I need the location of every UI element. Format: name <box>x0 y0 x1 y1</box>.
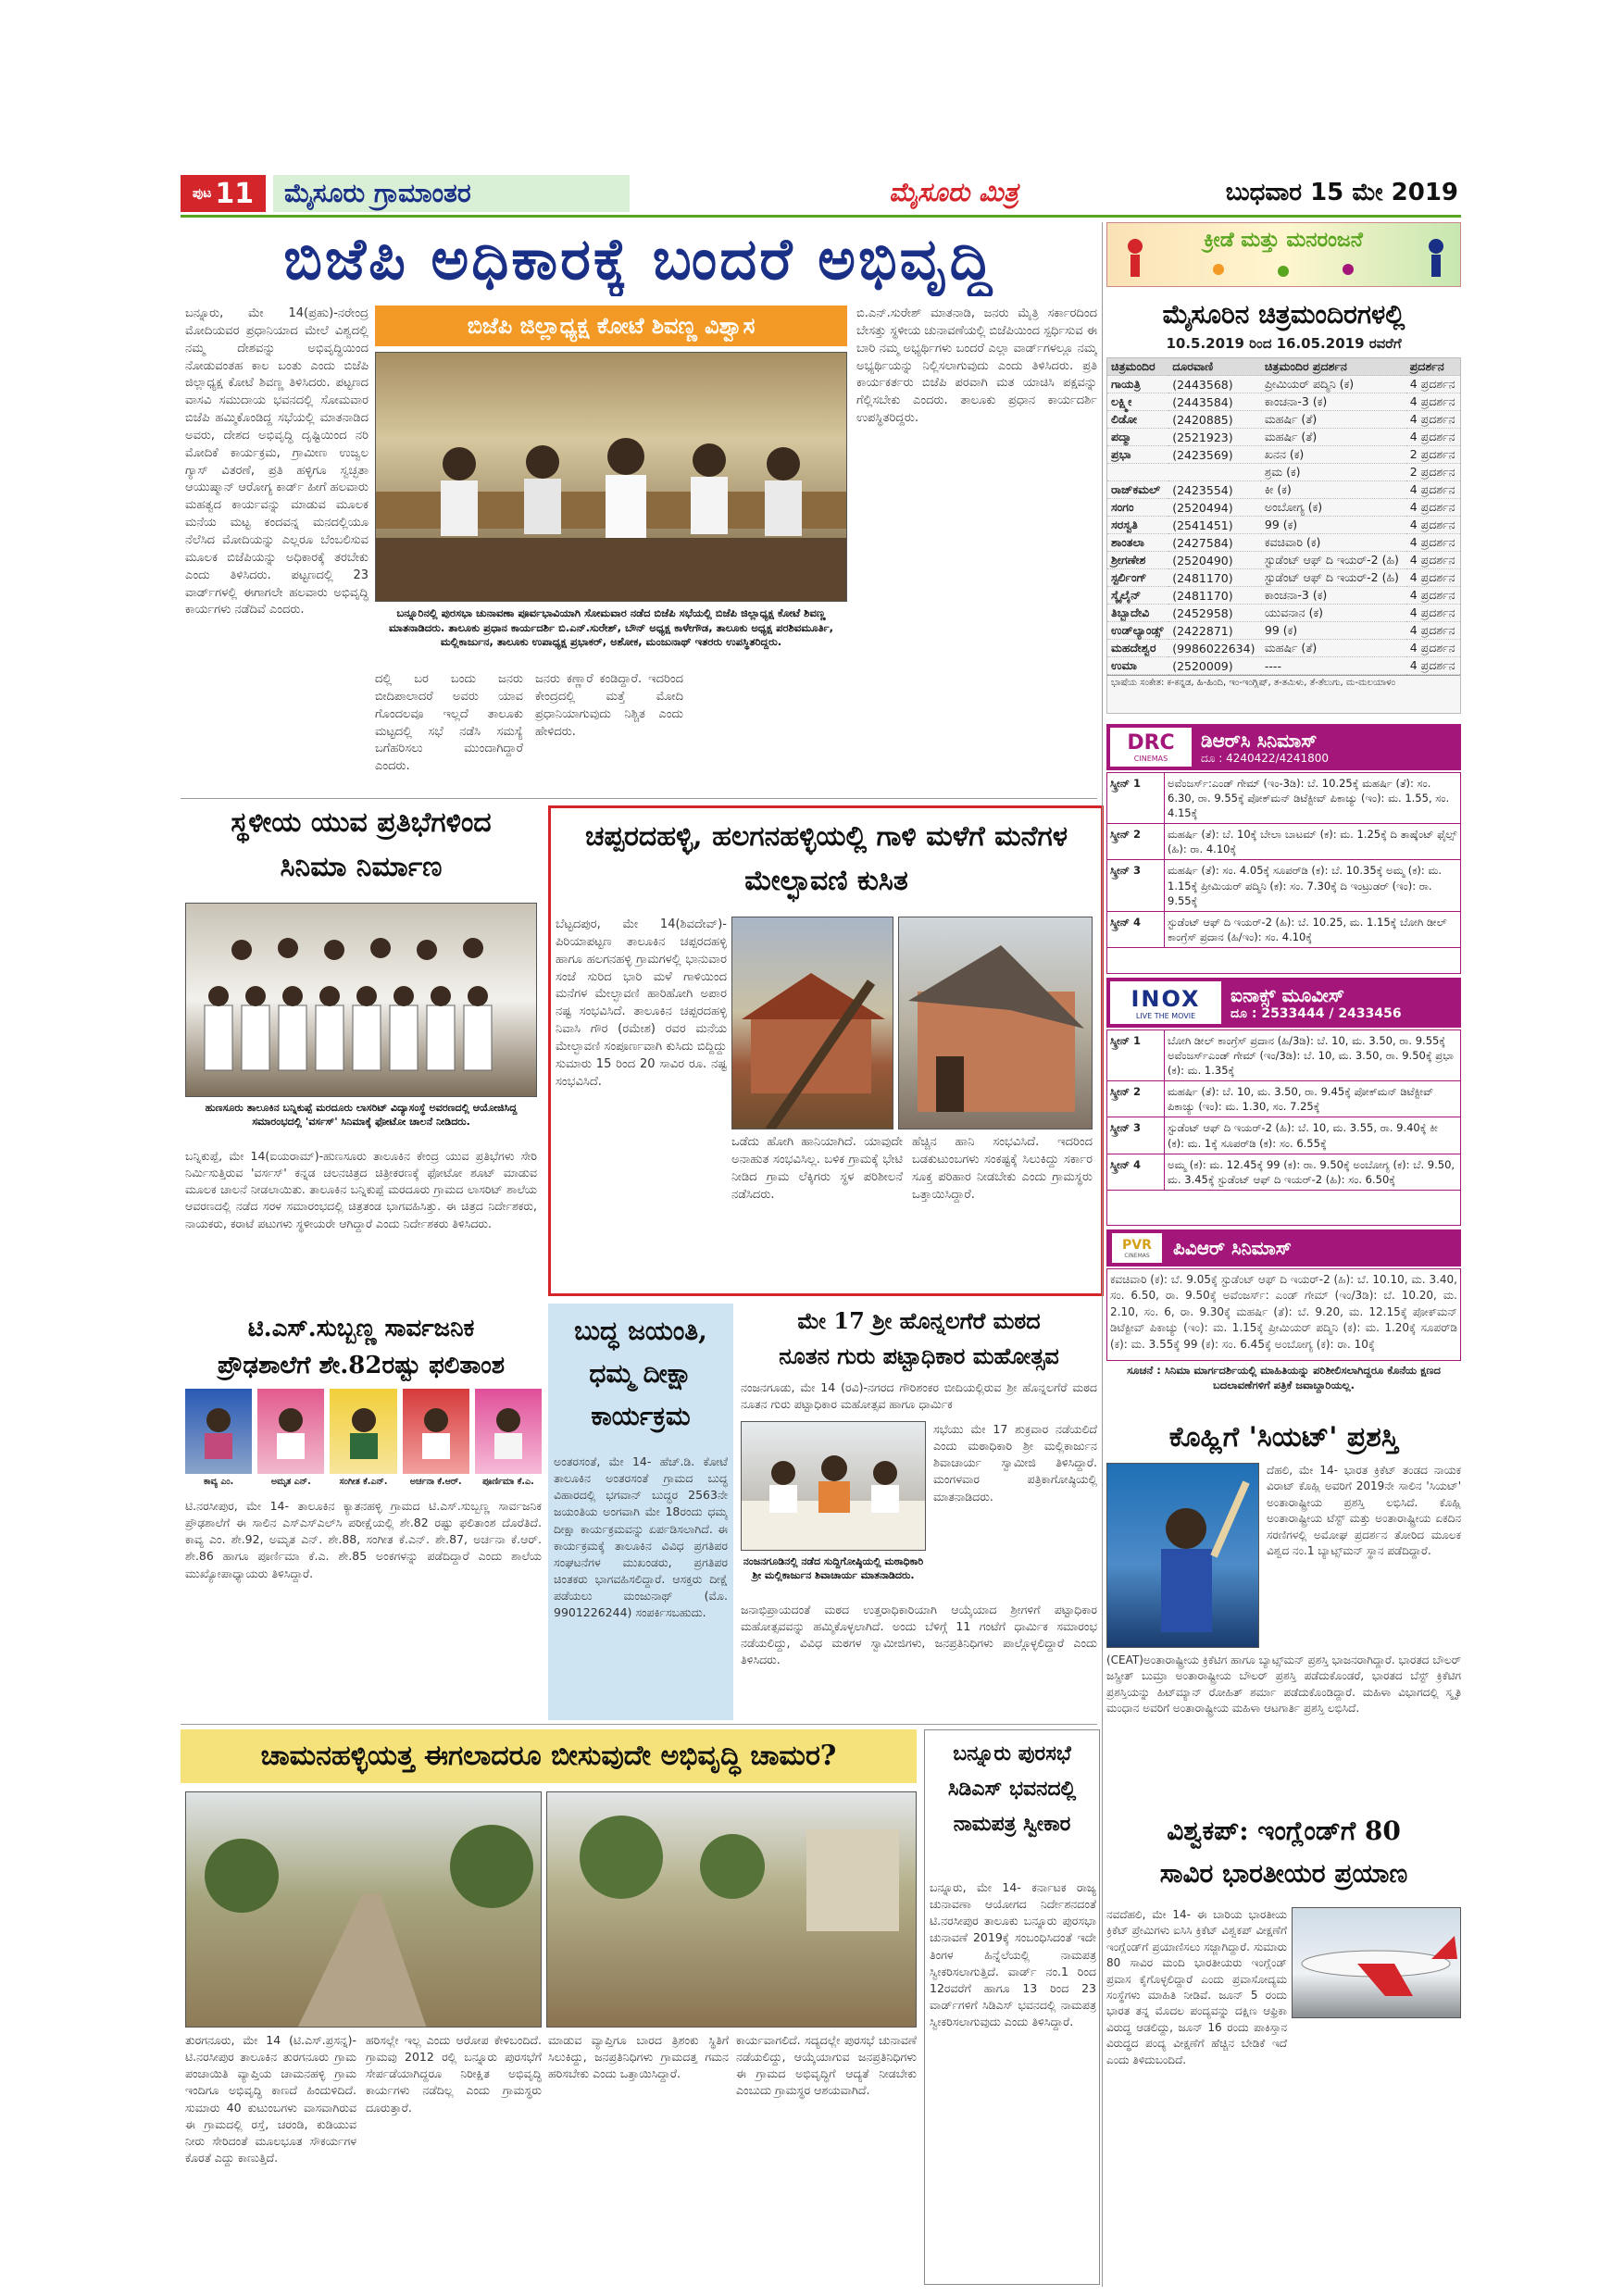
student-name: ಪೂರ್ಣಿಮಾ ಕೆ.ಎ. <box>482 1477 534 1487</box>
student-name: ಅರ್ಚನಾ ಕೆ.ಆರ್. <box>409 1477 462 1487</box>
cinema-cell: 4 ಪ್ರದರ್ಶನ <box>1406 393 1460 411</box>
cinema-cell: 4 ಪ್ರದರ್ಶನ <box>1406 534 1460 552</box>
cinema-cell: ಸಂಗಂ <box>1107 499 1168 517</box>
cinema-row <box>1107 429 1460 446</box>
drc-header <box>1106 724 1461 770</box>
cinema-cell: (2481170) <box>1168 587 1261 605</box>
pvr-logo: PVR CINEMAS <box>1112 1233 1162 1263</box>
lead-col-1: ಬನ್ನೂರು, ಮೇ 14(ಪ್ರಹು)-ನರೇಂದ್ರ ಮೋದಿಯವರ ಪ್ರಧಾನಿಯಾದ ಮೇಲೆ ವಿಶ್ವದಲ್ಲಿ ನಮ್ಮ ದೇಶವನ್ನು ಅಭಿವೃದ್ಧಿಯಿಂದ ನೋಡುವಂತಹ ಕಾಲ ಬಂತು ಎಂದು ಬಿಜೆಪಿ ಜಿಲ್ಲಾಧ್ಯಕ್ಷ ಕೋಟೆ ಶಿವಣ್ಣ ತಿಳಿಸಿದರು. ಪಟ್ಟಣದ ವಾಸವಿ ಸಮುದಾಯ ಭವನದಲ್ಲಿ ಸೋಮವಾರ ಬಿಜೆಪಿ ಹಮ್ಮಿಕೊಂಡಿದ್ದ ಸಭೆಯಲ್ಲಿ ಮಾತನಾಡಿದ ಅವರು, ದೇಶದ ಅಭಿವೃದ್ಧಿ ದೃಷ್ಟಿಯಿಂದ ನರಿ ಮೋದಿಕೆ ಕಾರ್ಯಕ್ರಮ, ಗ್ರಾಮೀಣ ಉಜ್ವಲ ಗ್ಯಾಸ್ ವಿತರಣೆ, ಪ್ರತಿ ಹಳ್ಳಿಗೂ ಸ್ವಚ್ಛತಾ ಆಯುಷ್ಮಾನ್ ಆರೋಗ್ಯ ಕಾರ್ಡ್ ಹೀಗೆ ಹಲವಾರು ಮಹತ್ವದ ಕಾರ್ಯವನ್ನು ಮಾಡುವ ಮೂಲಕ ಮನೆಯ ಮಟ್ಟ ಕಂದವನ್ನ ಮನದಲ್ಲಿಯೂ ನೆಲೆಸಿದ ಮೋದಿಯನ್ನು ಎಲ್ಲರೂ ಬೆಂಬಲಿಸುವ ಮೂಲಕ ಬಿಜೆಪಿಯನ್ನು ಅಧಿಕಾರಕ್ಕೆ ತರಬೇಕು ಎಂದು ತಿಳಿಸಿದರು. ಪಟ್ಟಣದಲ್ಲಿ 23 ವಾರ್ಡ್‌ಗಳಲ್ಲಿ ಈಗಾಗಲೇ ಹಲವಾರು ಅಭಿವೃದ್ಧಿ ಕಾರ್ಯಗಳು ನಡೆದಿವೆ ಎಂದರು. <box>185 306 369 618</box>
cinema-row <box>1107 569 1460 587</box>
screen-row <box>1107 773 1460 824</box>
buddha-headline: ಬುದ್ಧ ಜಯಂತಿ, ಧಮ್ಮ ದೀಕ್ಷಾ ಕಾರ್ಯಕ್ರಮ <box>574 1316 707 1431</box>
fallen-tree-icon <box>732 917 893 1129</box>
cinema-cell: (2443568) <box>1168 376 1261 393</box>
cinema-cell: (2520490) <box>1168 552 1261 569</box>
cinema-cell: ಶಾಂತಲಾ <box>1107 534 1168 552</box>
cinema-cell: 2 ಪ್ರದರ್ಶನ <box>1406 446 1460 464</box>
cricketer-icon <box>1107 1464 1259 1648</box>
cinema-cell: 99 (ಕ) <box>1261 517 1406 534</box>
drc-phone: ದೂ : 4240422/4241800 <box>1201 751 1330 765</box>
screen-showtimes: ಮಹರ್ಷಿ (ತೆ): ಬೆ. 10ಕ್ಕೆ ಬೇಲಾ ಬಾಟಮ್ (ಕ): ಮ. 1.25ಕ್ಕೆ ದಿ ತಾಷ್ಕೆಂಟ್ ಫೈಲ್ಸ್ (ಹಿ): ರಾ. 4.10ಕ್ಕೆ <box>1168 828 1457 856</box>
cinema-cell: ಶ್ರಮ (ಕ) <box>1261 464 1406 481</box>
student-portrait <box>257 1389 324 1474</box>
worldcup-body: ನವದೆಹಲಿ, ಮೇ 14- ಈ ಬಾರಿಯ ಭಾರತೀಯ ಕ್ರಿಕೆಟ್ ಪ್ರೇಮಿಗಳು ಐಸಿಸಿ ಕ್ರಿಕೆಟ್ ವಿಶ್ವಕಪ್ ವೀಕ್ಷಣೆಗೆ ಇಂಗ್ಲೆಂಡ್‌ಗೆ ಪ್ರಯಾಣಿಸಲು ಸಜ್ಜಾಗಿದ್ದಾರೆ. ಸುಮಾರು 80 ಸಾವಿರ ಮಂದಿ ಭಾರತೀಯರು ಇಂಗ್ಲೆಂಡ್ ಪ್ರವಾಸ ಕೈಗೊಳ್ಳಲಿದ್ದಾರೆ ಎಂದು ಪ್ರವಾಸೋದ್ಯಮ ಸಂಸ್ಥೆಗಳು ಮಾಹಿತಿ ನೀಡಿವೆ. ಜೂನ್ 5 ರಂದು ಭಾರತ ತನ್ನ ಮೊದಲ ಪಂದ್ಯವನ್ನು ದಕ್ಷಿಣ ಆಫ್ರಿಕಾ ವಿರುದ್ಧ ಆಡಲಿದ್ದು, ಜೂನ್ 16 ರಂದು ಪಾಕಿಸ್ತಾನ ವಿರುದ್ಧದ ಪಂದ್ಯ ವೀಕ್ಷಣೆಗೆ ಹೆಚ್ಚಿನ ಬೇಡಿಕೆ ಇದೆ ಎಂದು ತಿಳಿದುಬಂದಿದೆ. <box>1106 1908 1287 2066</box>
person-icon <box>418 1404 455 1459</box>
screen-showtimes: ಅಮ್ಮ (ಕ): ಮ. 12.45ಕ್ಕೆ 99 (ಕ): ರಾ. 9.50ಕ್ಕೆ ಅಂಬೋಗ್ಯ (ಕ): ಬೆ. 9.50, ಮ. 3.45ಕ್ಕೆ ಸ್ಟುಡೆಂಟ್ ಆಫ್ ದಿ ಇಯರ್-2 (ಹಿ): ಸಂ. 6.50ಕ್ಕೆ <box>1168 1157 1455 1186</box>
worldcup-headline: ವಿಶ್ವಕಪ್: ಇಂಗ್ಲೆಂಡ್‌ಗೆ 80 ಸಾವಿರ ಭಾರತೀಯರ ಪ್ರಯಾಣ <box>1159 1816 1408 1889</box>
cinema-cell: 4 ಪ್ರದರ್ಶನ <box>1406 411 1460 429</box>
screen-label: ಸ್ಕ್ರೀನ್ 3 <box>1107 860 1165 910</box>
youth-caption: ಹುಣಸೂರು ತಾಲೂಕಿನ ಬನ್ನಿಕುಪ್ಪೆ ಮರದೂರು ಲಾಸರಿಟ್ ವಿದ್ಯಾಸಂಸ್ಥೆ ಅವರಣದಲ್ಲಿ ಆಯೋಜಿಸಿದ್ದ ಸಮಾರಂಭದಲ್ಲಿ 'ವರ್ಸಸ್' ಸಿನಿಮಾಕ್ಕೆ ಫೋಟೋ ಚಾಲನೆ ನೀಡಿದರು. <box>205 1102 518 1128</box>
nomination-headline: ಬನ್ನೂರು ಪುರಸಭೆ ಸಿಡಿಎಸ್ ಭವನದಲ್ಲಿ ನಾಮಪತ್ರ ಸ್ವೀಕಾರ <box>947 1741 1077 1836</box>
rain-photo-2 <box>898 917 1093 1129</box>
cinema-cell: ಸರಸ್ವತಿ <box>1107 517 1168 534</box>
rain-headline: ಚಪ್ಪರದಹಳ್ಳಿ, ಹಲಗನಹಳ್ಳಿಯಲ್ಲಿ ಗಾಳಿ ಮಳೆಗೆ ಮನೆಗಳ ಮೇಲ್ಛಾವಣಿ ಕುಸಿತ <box>584 820 1068 897</box>
buddha-body: ಅಂತರಸಂತೆ, ಮೇ 14- ಹೆಚ್.ಡಿ. ಕೋಟೆ ತಾಲೂಕಿನ ಅಂತರಸಂತೆ ಗ್ರಾಮದ ಬುದ್ಧ ವಿಹಾರದಲ್ಲಿ ಭಗವಾನ್ ಬುದ್ಧರ 2563ನೇ ಜಯಂತಿಯ ಅಂಗವಾಗಿ ಮೇ 18ರಂದು ಧಮ್ಮ ದೀಕ್ಷಾ ಕಾರ್ಯಕ್ರಮವನ್ನು ಏರ್ಪಡಿಸಲಾಗಿದೆ. ಈ ಕಾರ್ಯಕ್ರಮಕ್ಕೆ ತಾಲೂಕಿನ ವಿವಿಧ ಪ್ರಗತಿಪರ ಸಂಘಟನೆಗಳ ಮುಖಂಡರು, ಪ್ರಗತಿಪರ ಚಿಂತಕರು ಭಾಗವಹಿಸಲಿದ್ದಾರೆ. ಆಸಕ್ತರು ದೀಕ್ಷೆ ಪಡೆಯಲು ಮಂಜುನಾಥ್ (ಮೊ. 9901226244) ಸಂಪರ್ಕಿಸಬಹುದು. <box>554 1454 728 1620</box>
cinema-row <box>1107 376 1460 393</box>
cinema-cell: ತಿಬ್ಬಾದೇವಿ <box>1107 605 1168 622</box>
cinema-dates: 10.5.2019 ರಿಂದ 16.05.2019 ರವರೆಗೆ <box>1166 335 1402 352</box>
screen-row <box>1107 1117 1460 1154</box>
cinema-cell: 4 ಪ್ರದರ್ಶನ <box>1406 657 1460 675</box>
cinema-cell: 4 ಪ್ರದರ್ಶನ <box>1406 517 1460 534</box>
kohli-photo <box>1106 1463 1259 1648</box>
section-title: ಮೈಸೂರು ಗ್ರಾಮಾಂತರ <box>273 175 630 212</box>
cinema-cell: ಪದ್ಮಾ <box>1107 429 1168 446</box>
cinema-listing <box>1106 357 1461 714</box>
cinema-cell: ಮಹದೇಶ್ವರ <box>1107 640 1168 657</box>
cinema-cell: ಮಹರ್ಷಿ (ತೆ) <box>1261 429 1406 446</box>
cinema-title: ಮೈಸೂರಿನ ಚಿತ್ರಮಂದಿರಗಳಲ್ಲಿ <box>1162 299 1405 330</box>
road-photo-icon <box>186 1792 542 2028</box>
cinema-cell: 4 ಪ್ರದರ್ಶನ <box>1406 552 1460 569</box>
cinema-row <box>1107 464 1460 481</box>
lead-col-3: ಜನರು ಕಣ್ಣಾರೆ ಕಂಡಿದ್ದಾರೆ. ಇದರಿಂದ ಕೇಂದ್ರದಲ್ಲಿ ಮತ್ತೆ ಮೋದಿ ಪ್ರಧಾನಿಯಾಗುವುದು ನಿಶ್ಚಿತ ಎಂದು ಹೇಳಿದರು. <box>535 672 683 739</box>
cinema-cell: 4 ಪ್ರದರ್ಶನ <box>1406 605 1460 622</box>
guru-headline: ಮೇ 17 ಶ್ರೀ ಹೊನ್ನಲಗೆರೆ ಮಠದ ನೂತನ ಗುರು ಪಟ್ಟಾಧಿಕಾರ ಮಹೋತ್ಸವ <box>779 1307 1059 1369</box>
inox-header <box>1106 978 1461 1028</box>
lead-subhead: ಬಿಜೆಪಿ ಜಿಲ್ಲಾಧ್ಯಕ್ಷ ಕೋಟೆ ಶಿವಣ್ಣ ವಿಶ್ವಾಸ <box>375 306 847 346</box>
cinema-row <box>1107 587 1460 605</box>
inox-logo: INOX LIVE THE MOVIE <box>1110 981 1221 1024</box>
collapsed-roof-icon <box>899 917 1093 1129</box>
cinema-cell: ಯುವನಾನ (ಕ) <box>1261 605 1406 622</box>
cinema-cell: ಉಡ್‌ಲ್ಯಾಂಡ್ಸ್ <box>1107 622 1168 640</box>
page-number: 11 <box>215 177 255 210</box>
cinema-cell: ಸ್ಟರ್ಲಿಂಗ್ <box>1107 569 1168 587</box>
student-names <box>185 1477 542 1493</box>
screen-showtimes: ಸ್ಟುಡೆಂಟ್ ಆಫ್ ದಿ ಇಯರ್-2 (ಹಿ): ಬೆ. 10.25, ಮ. 1.15ಕ್ಕೆ ಬೋಗಿ ಡೀಲ್ ಕಾಂಗ್ರೆಸ್ ಪ್ರದಾನ (ಹಿ/ಇಂ): ಸಂ. 4.10ಕ್ಕೆ <box>1168 915 1447 943</box>
rain-col-2: ಒಡೆದು ಹೋಗಿ ಹಾನಿಯಾಗಿದೆ. ಯಾವುದೇ ಅನಾಹುತ ಸಂಭವಿಸಿಲ್ಲ. ಬಳಿಕ ಗ್ರಾಮಕ್ಕೆ ಭೇಟಿ ನೀಡಿದ ಗ್ರಾಮ ಲೆಕ್ಕಿಗರು ಸ್ಥಳ ಪರಿಶೀಲನೆ ನಡೆಸಿದರು. <box>731 1135 903 1202</box>
section-divider <box>181 798 1097 799</box>
screen-showtimes: ಮಹರ್ಷಿ (ತೆ): ಬೆ. 10, ಮ. 3.50, ರಾ. 9.45ಕ್ಕೆ ಪೋಕ್‌ಮನ್ ಡಿಟೆಕ್ಟೀವ್ ಪಿಕಾಚ್ಯು (ಇಂ): ಮ. 1.30, ಸಂ. 7.25ಕ್ಕೆ <box>1168 1085 1434 1114</box>
cinema-cell: 4 ಪ್ರದರ್ಶನ <box>1406 569 1460 587</box>
ceat-body: (CEAT)ಅಂತಾರಾಷ್ಟ್ರೀಯ ಕ್ರಿಕೆಟಿಗ ಹಾಗೂ ಬ್ಯಾಟ್ಸ್‌ಮನ್ ಪ್ರಶಸ್ತಿ ಭಾಜನರಾಗಿದ್ದಾರೆ. ಭಾರತದ ಬೌಲರ್ ಜಸ್ಪ್ರೀತ್ ಬುಮ್ರಾ ಅಂತಾರಾಷ್ಟ್ರೀಯ ಬೌಲರ್ ಪ್ರಶಸ್ತಿ ಪಡೆದುಕೊಂಡರೆ, ಭಾರತದ ಬೆಸ್ಟ್ ಕ್ರಿಕೆಟಿಗ ಪ್ರಶಸ್ತಿಯನ್ನು ಹಿಟ್‌ಮ್ಯಾನ್ ರೋಹಿತ್ ಶರ್ಮಾ ಪಡೆದುಕೊಂಡಿದ್ದಾರೆ. ಮಹಿಳಾ ವಿಭಾಗದಲ್ಲಿ ಸ್ಮೃತಿ ಮಂಧಾನ ಅವರಿಗೆ ಅಂತಾರಾಷ್ಟ್ರೀಯ ಮಹಿಳಾ ಆಟಗಾರ್ತಿ ಪ್ರಶಸ್ತಿ ಲಭಿಸಿದೆ. <box>1106 1653 1461 1716</box>
cinema-cell: ಕವಚಿವಾರಿ (ಕ) <box>1261 534 1406 552</box>
plane-photo <box>1292 1907 1461 2018</box>
cinema-cell: ಕಾಂಚನಾ-3 (ಕ) <box>1261 393 1406 411</box>
cinema-cell: ಮಹರ್ಷಿ (ತೆ) <box>1261 411 1406 429</box>
cinema-row <box>1107 393 1460 411</box>
person-icon <box>490 1404 527 1459</box>
screen-row <box>1107 860 1460 911</box>
inox-screens <box>1106 1029 1461 1226</box>
screen-showtimes: ಬೋಗಿ ಡೀಲ್ ಕಾಂಗ್ರೆಸ್ ಪ್ರದಾನ (ಹಿ/3ಡಿ): ಬೆ. 10, ಮ. 3.50, ರಾ. 9.55ಕ್ಕೆ ಅವೆಂಜರ್ಸ್‌ಎಂಡ್ ಗೇಮ್ (ಇಂ/3ಡಿ): ಬೆ. 10, ಮ. 3.50, ರಾ. 9.50ಕ್ಕೆ ಪ್ರಭಾ (ಕ): ಮ. 1.35ಕ್ಕೆ <box>1168 1034 1455 1078</box>
cinema-cell <box>1107 464 1168 481</box>
nomination-body: ಬನ್ನೂರು, ಮೇ 14- ಕರ್ನಾಟಕ ರಾಜ್ಯ ಚುನಾವಣಾ ಆಯೋಗದ ನಿರ್ದೇಶನದಂತೆ ಟಿ.ನರಸೀಪುರ ತಾಲೂಕು ಬನ್ನೂರು ಪುರಸಭಾ ಚುನಾವಣೆ 2019ಕ್ಕೆ ಸಂಬಂಧಿಸಿದಂತೆ ಇದೇ ತಿಂಗಳ ಹಿನ್ನೆಲೆಯಲ್ಲಿ ನಾಮಪತ್ರ ಸ್ವೀಕರಿಸಲಾಗುತ್ತಿದೆ. ವಾರ್ಡ್ ನಂ.1 ರಿಂದ 12ರವರೆಗೆ ಹಾಗೂ 13 ರಿಂದ 23 ವಾರ್ಡ್‌ಗಳಿಗೆ ಸಿಡಿಎಸ್ ಭವನದಲ್ಲಿ ನಾಮಪತ್ರ ಸ್ವೀಕರಿಸಲಾಗುವುದು ಎಂದು ತಿಳಿಸಿದ್ದಾರೆ. <box>930 1880 1096 2028</box>
screen-row <box>1107 1081 1460 1117</box>
cinema-cell: (2423554) <box>1168 481 1261 499</box>
cinema-cell: ಪ್ರೀಮಿಯರ್ ಪದ್ಮಿನಿ (ಕ) <box>1261 376 1406 393</box>
cinema-header: ಪ್ರದರ್ಶನ <box>1406 358 1460 376</box>
screen-row <box>1107 1154 1460 1191</box>
lead-col-4: ಬಿ.ಎನ್.ಸುರೇಶ್ ಮಾತನಾಡಿ, ಜನರು ಮೈತ್ರಿ ಸರ್ಕಾರದಿಂದ ಬೇಸತ್ತು ಸ್ಥಳೀಯ ಚುನಾವಣೆಯಲ್ಲಿ ಬಿಜೆಪಿಯಿಂದ ಸ್ಪರ್ಧಿಸುವ ಈ ಬಾರಿ ನಮ್ಮ ಅಭ್ಯರ್ಥಿಗಳು ಬಂದರೆ ಎಲ್ಲಾ ವಾರ್ಡ್‌ಗಳಲ್ಲೂ ನಮ್ಮ ಅಭ್ಯರ್ಥಿಯನ್ನು ನಿಲ್ಲಿಸಲಾಗುವುದು ಎಂದು ತಿಳಿಸಿದರು. ಪ್ರತಿ ಕಾರ್ಯಕರ್ತರು ಬಿಜೆಪಿ ಪರವಾಗಿ ಮತ ಯಾಚಿಸಿ ಪಕ್ಷವನ್ನು ಗೆಲ್ಲಿಸಬೇಕು ಎಂದರು. ತಾಲೂಕು ಪ್ರಧಾನ ಕಾರ್ಯದರ್ಶಿ ಉಪಸ್ಥಿತರಿದ್ದರು. <box>856 306 1097 426</box>
village-headline: ಚಾಮನಹಳ್ಳಿಯತ್ತ ಈಗಲಾದರೂ ಬೀಸುವುದೇ ಅಭಿವೃದ್ಧಿ ಚಾಮರ? <box>181 1729 917 1783</box>
cinema-row <box>1107 481 1460 499</box>
person-icon <box>345 1404 382 1459</box>
cinema-cell: 4 ಪ್ರದರ್ಶನ <box>1406 640 1460 657</box>
screen-row <box>1107 824 1460 860</box>
cinema-cell: (2521923) <box>1168 429 1261 446</box>
screen-label: ಸ್ಕ್ರೀನ್ 1 <box>1107 773 1165 823</box>
issue-date: ಬುಧವಾರ 15 ಮೇ 2019 <box>1225 179 1458 206</box>
drc-title: ಡಿಆರ್‌ಸಿ ಸಿನಿಮಾಸ್ <box>1201 729 1318 752</box>
student-portrait <box>185 1389 252 1474</box>
student-portrait <box>330 1389 396 1474</box>
cinema-cell: (2520494) <box>1168 499 1261 517</box>
cinema-cell: (2422871) <box>1168 622 1261 640</box>
village-photo-2 <box>546 1791 917 2028</box>
sports-banner-title: ಕ್ರೀಡೆ ಮತ್ತು ಮನರಂಜನೆ <box>1204 229 1363 252</box>
cinema-cell: ಸ್ಟುಡೆಂಟ್ ಆಫ್ ದಿ ಇಯರ್-2 (ಹಿ) <box>1261 569 1406 587</box>
guru-lede: ನಂಜನಗೂಡು, ಮೇ 14 (ರವಿ)-ನಗರದ ಗೌರಿಶಂಕರ ಬೀದಿಯಲ್ಲಿರುವ ಶ್ರೀ ಹೊನ್ನಲಗೆರೆ ಮಠದ ನೂತನ ಗುರು ಪಟ್ಟಾಧಿಕಾರ ಮಹೋತ್ಸವ ಹಾಗೂ ಧಾರ್ಮಿಕ <box>741 1380 1097 1412</box>
guru-caption: ನಂಜನಗೂಡಿನಲ್ಲಿ ನಡೆದ ಸುದ್ದಿಗೋಷ್ಠಿಯಲ್ಲಿ ಮಠಾಧಿಕಾರಿ ಶ್ರೀ ಮಲ್ಲಿಕಾರ್ಜುನ ಶಿವಾಚಾರ್ಯ ಮಾತನಾಡಿದರು. <box>743 1555 924 1581</box>
lead-col-2: ದಲ್ಲಿ ಬರ ಬಂದು ಜನರು ಬೀದಿಪಾಲಾದರೆ ಅವರು ಯಾವ ಗೊಂದಲವೂ ಇಲ್ಲದೆ ತಾಲೂಕು ಮಟ್ಟದಲ್ಲಿ ಸಭೆ ನಡೆಸಿ ಸಮಸ್ಯೆ ಬಗೆಹರಿಸಲು ಮುಂದಾಗಿದ್ದಾರೆ ಎಂದರು. <box>375 672 523 774</box>
guru-right: ಸಭೆಯು ಮೇ 17 ಶುಕ್ರವಾರ ನಡೆಯಲಿದೆ ಎಂದು ಮಠಾಧಿಕಾರಿ ಶ್ರೀ ಮಲ್ಲಿಕಾರ್ಜುನ ಶಿವಾಚಾರ್ಯ ಸ್ವಾಮೀಜಿ ತಿಳಿಸಿದ್ದಾರೆ. ಮಂಗಳವಾರ ಪತ್ರಿಕಾಗೋಷ್ಠಿಯಲ್ಲಿ ಮಾತನಾಡಿದರು. <box>933 1422 1097 1504</box>
screen-label: ಸ್ಕ್ರೀನ್ 3 <box>1107 1117 1165 1153</box>
pvr-header <box>1106 1229 1461 1267</box>
cinema-cell: ಉಮಾ <box>1107 657 1168 675</box>
sports-banner <box>1106 222 1461 287</box>
cinema-cell: (2520009) <box>1168 657 1261 675</box>
cinema-header: ಚಿತ್ರಮಂದಿರ <box>1107 358 1168 376</box>
cinema-cell: 4 ಪ್ರದರ್ಶನ <box>1406 429 1460 446</box>
screen-row <box>1107 912 1460 948</box>
cinema-cell: ರಾಜ್‌ಕಮಲ್ <box>1107 481 1168 499</box>
worldcup-body-right <box>1292 2023 1461 2277</box>
cinema-cell: 4 ಪ್ರದರ್ಶನ <box>1406 481 1460 499</box>
youth-photo <box>185 903 537 1097</box>
cinema-row <box>1107 657 1460 675</box>
student-portrait <box>475 1389 542 1474</box>
rain-photo-1 <box>731 917 893 1129</box>
cinema-row <box>1107 446 1460 464</box>
ceat-headline: ಕೊಹ್ಲಿಗೆ 'ಸಿಯಟ್' ಪ್ರಶಸ್ತಿ <box>1168 1421 1399 1454</box>
cinema-cell: 4 ಪ್ರದರ್ಶನ <box>1406 622 1460 640</box>
cinema-cell: (2541451) <box>1168 517 1261 534</box>
screen-showtimes: ಅವೆಂಜರ್ಸ್:ಎಂಡ್ ಗೇಮ್ (ಇಂ-3ಡಿ): ಬೆ. 10.25ಕ್ಕೆ ಮಹರ್ಷಿ (ತೆ): ಸಂ. 6.30, ರಾ. 9.55ಕ್ಕೆ ಪೋಕ್‌ಮನ್ ಡಿಟೆಕ್ಟೀವ್ ಪಿಕಾಚ್ಯು (ಇಂ): ಮ. 1.55, ಸಂ. 4.15ಕ್ಕೆ <box>1168 777 1450 820</box>
cinema-cell: ಲಿಡೋ <box>1107 411 1168 429</box>
cinema-cell: 4 ಪ್ರದರ್ಶನ <box>1406 499 1460 517</box>
cinema-cell: 2 ಪ್ರದರ್ಶನ <box>1406 464 1460 481</box>
village-photo-1 <box>185 1791 542 2028</box>
page-number-badge <box>181 175 266 212</box>
cinema-cell <box>1168 464 1261 481</box>
cinema-row <box>1107 517 1460 534</box>
village-col-3: ಮಾಡುವ ವ್ಯಾಪ್ತಿಗೂ ಬಾರದ ತ್ರಿಶಂಕು ಸ್ಥಿತಿಗೆ ಸಿಲುಕಿದ್ದು, ಜನಪ್ರತಿನಿಧಿಗಳು ಗ್ರಾಮದತ್ತ ಗಮನ ಹರಿಸಬೇಕು ಎಂದು ಒತ್ತಾಯಿಸಿದ್ದಾರೆ. <box>548 2033 729 2081</box>
group-photo-icon <box>186 904 537 1097</box>
cinema-cell: 99 (ಕ) <box>1261 622 1406 640</box>
youth-headline: ಸ್ಥಳೀಯ ಯುವ ಪ್ರತಿಭೆಗಳಿಂದ ಸಿನಿಮಾ ನಿರ್ಮಾಣ <box>231 806 492 883</box>
screen-label: ಸ್ಕ್ರೀನ್ 4 <box>1107 1154 1165 1190</box>
village-col-1: ತುರಗನೂರು, ಮೇ 14 (ಟಿ.ಎಸ್.ಪ್ರಸನ್ನ)-ಟಿ.ನರಸೀಪುರ ತಾಲೂಕಿನ ತುರಗನೂರು ಗ್ರಾಮ ಪಂಚಾಯಿತಿ ವ್ಯಾಪ್ತಿಯ ಚಾಮನಹಳ್ಳಿ ಗ್ರಾಮ ಇಂದಿಗೂ ಅಭಿವೃದ್ಧಿ ಕಾಣದೆ ಹಿಂದುಳಿದಿದೆ. ಸುಮಾರು 40 ಕುಟುಂಬಗಳು ವಾಸವಾಗಿರುವ ಈ ಗ್ರಾಮದಲ್ಲಿ ರಸ್ತೆ, ಚರಂಡಿ, ಕುಡಿಯುವ ನೀರು ಸೇರಿದಂತೆ ಮೂಲಭೂತ ಸೌಕರ್ಯಗಳ ಕೊರತೆ ಎದ್ದು ಕಾಣುತ್ತಿದೆ. <box>185 2033 356 2165</box>
cinema-row <box>1107 411 1460 429</box>
ceat-lede: ದೆಹಲಿ, ಮೇ 14- ಭಾರತ ಕ್ರಿಕೆಟ್ ತಂಡದ ನಾಯಕ ವಿರಾಟ್ ಕೊಹ್ಲಿ ಅವರಿಗೆ 2019ನೇ ಸಾಲಿನ 'ಸಿಯಟ್' ಅಂತಾರಾಷ್ಟ್ರೀಯ ಪ್ರಶಸ್ತಿ ಲಭಿಸಿದೆ. ಕೊಹ್ಲಿ ಅಂತಾರಾಷ್ಟ್ರೀಯ ಟೆಸ್ಟ್ ಮತ್ತು ಅಂತಾರಾಷ್ಟ್ರೀಯ ಏಕದಿನ ಸರಣಿಗಳಲ್ಲಿ ಅಮೋಘ ಪ್ರದರ್ಶನ ತೋರಿದ ಮೂಲಕ ವಿಶ್ವದ ನಂ.1 ಬ್ಯಾಟ್ಸ್‌ಮನ್ ಸ್ಥಾನ ಪಡೆದಿದ್ದಾರೆ. <box>1267 1464 1461 1557</box>
screen-label: ಸ್ಕ್ರೀನ್ 2 <box>1107 824 1165 859</box>
paper-name: ಮೈಸೂರು ಮಿತ್ರ <box>889 177 1018 207</box>
cinema-cell: (9986022634) <box>1168 640 1261 657</box>
pvr-body: ಕವಚಿವಾರಿ (ಕ): ಬೆ. 9.05ಕ್ಕೆ ಸ್ಟುಡೆಂಟ್ ಆಫ್ ದಿ ಇಯರ್-2 (ಹಿ): ಬೆ. 10.10, ಮ. 3.40, ಸಂ. 6.50, ರಾ. 9.50ಕ್ಕೆ ಅವೆಂಜರ್ಸ್: ಎಂಡ್ ಗೇಮ್ (ಇಂ/3ಡಿ): ಬೆ. 10.20, ಮ. 2.10, ಸಂ. 6, ರಾ. 9.30ಕ್ಕೆ ಮಹರ್ಷಿ (ತೆ): ಬೆ. 9.20, ಮ. 12.15ಕ್ಕೆ ಪೋಕ್‌ಮನ್ ಡಿಟೆಕ್ಟೀವ್ ಪಿಕಾಚ್ಯು (ಇಂ): ಮ. 1.15ಕ್ಕೆ ಪ್ರೀಮಿಯರ್ ಪದ್ಮಿನಿ (ಕ): ಮ. 1.20ಕ್ಕೆ ಸೂಪರ್‌ಡಿ (ಕ): ಮ. 3.55ಕ್ಕೆ 99 (ಕ): ಸಂ. 6.45ಕ್ಕೆ ಅಂಬೋಗ್ಯ (ಕ): ರಾ. 10ಕ್ಕೆ <box>1106 1268 1461 1361</box>
student-name: ಅಮೃತ ಎನ್. <box>270 1477 311 1487</box>
cinema-cell: ಲಕ್ಷ್ಮೀ <box>1107 393 1168 411</box>
cinema-cell: (2481170) <box>1168 569 1261 587</box>
cinema-cell: ಖನನ (ಕ) <box>1261 446 1406 464</box>
sports-figures-icon <box>1107 223 1461 287</box>
cinema-row <box>1107 534 1460 552</box>
cinema-cell: (2452958) <box>1168 605 1261 622</box>
drc-screens <box>1106 772 1461 974</box>
lead-photo <box>375 352 847 602</box>
school-headline: ಟಿ.ಎಸ್.ಸುಬ್ಬಣ್ಣ ಸಾರ್ವಜನಿಕ ಪ್ರೌಢಶಾಲೆಗೆ ಶೇ.82ರಷ್ಟು ಫಲಿತಾಂಶ <box>217 1315 506 1379</box>
guru-body: ಜನಾಭಿಪ್ರಾಯದಂತೆ ಮಠದ ಉತ್ತರಾಧಿಕಾರಿಯಾಗಿ ಆಯ್ಕೆಯಾದ ಶ್ರೀಗಳಿಗೆ ಪಟ್ಟಾಧಿಕಾರ ಮಹೋತ್ಸವವನ್ನು ಹಮ್ಮಿಕೊಳ್ಳಲಾಗಿದೆ. ಅಂದು ಬೆಳಿಗ್ಗೆ 11 ಗಂಟೆಗೆ ಧಾರ್ಮಿಕ ಸಮಾರಂಭ ನಡೆಯಲಿದ್ದು, ವಿವಿಧ ಮಠಗಳ ಸ್ವಾಮೀಜಿಗಳು, ಜನಪ್ರತಿನಿಧಿಗಳು ಪಾಲ್ಗೊಳ್ಳಲಿದ್ದಾರೆ ಎಂದು ತಿಳಿಸಿದರು. <box>741 1603 1097 1667</box>
rain-col-1: ಬೆಟ್ಟದಪುರ, ಮೇ 14(ಶಿವದೇವ್)-ಪಿರಿಯಾಪಟ್ಟಣ ತಾಲೂಕಿನ ಚಪ್ಪರದಹಳ್ಳಿ ಹಾಗೂ ಹಲಗನಹಳ್ಳಿ ಗ್ರಾಮಗಳಲ್ಲಿ ಭಾನುವಾರ ಸಂಜೆ ಸುರಿದ ಭಾರಿ ಮಳೆ ಗಾಳಿಯಿಂದ ಮನೆಗಳ ಮೇಲ್ಛಾವಣಿ ಹಾರಿಹೋಗಿ ಅಪಾರ ನಷ್ಟ ಸಂಭವಿಸಿದೆ. ತಾಲೂಕಿನ ಚಪ್ಪರದಹಳ್ಳಿ ನಿವಾಸಿ ಗೌರ (ರಮೇಶ) ರವರ ಮನೆಯ ಮೇಲ್ಛಾವಣಿ ಸಂಪೂರ್ಣವಾಗಿ ಕುಸಿದು ಬಿದ್ದಿದ್ದು ಸುಮಾರು 15 ರಿಂದ 20 ಸಾವಿರ ರೂ. ನಷ್ಟ ಸಂಭವಿಸಿದೆ. <box>556 917 727 1089</box>
village-col-4: ಕಾರ್ಯವಾಗಲಿದೆ. ಸದ್ಯದಲ್ಲೇ ಪುರಸಭೆ ಚುನಾವಣೆ ನಡೆಯಲಿದ್ದು, ಆಯ್ಕೆಯಾಗುವ ಜನಪ್ರತಿನಿಧಿಗಳು ಈ ಗ್ರಾಮದ ಅಭಿವೃದ್ಧಿಗೆ ಆದ್ಯತೆ ನೀಡಬೇಕು ಎಂಬುದು ಗ್ರಾಮಸ್ಥರ ಆಶಯವಾಗಿದೆ. <box>736 2033 917 2098</box>
screen-label: ಸ್ಕ್ರೀನ್ 2 <box>1107 1081 1165 1117</box>
meeting-photo-icon <box>376 353 847 602</box>
cinema-cell: ಶ್ರೀಗಣೇಶ <box>1107 552 1168 569</box>
cinema-header: ದೂರವಾಣಿ <box>1168 358 1261 376</box>
screen-label: ಸ್ಕ್ರೀನ್ 4 <box>1107 912 1165 947</box>
rain-col-3: ಹೆಚ್ಚಿನ ಹಾನಿ ಸಂಭವಿಸಿದೆ. ಇದರಿಂದ ಬಡಕುಟುಂಬಗಳು ಸಂಕಷ್ಟಕ್ಕೆ ಸಿಲುಕಿದ್ದು ಸರ್ಕಾರ ಸೂಕ್ತ ಪರಿಹಾರ ನೀಡಬೇಕು ಎಂದು ಗ್ರಾಮಸ್ಥರು ಒತ್ತಾಯಿಸಿದ್ದಾರೆ. <box>912 1135 1093 1202</box>
masthead <box>181 169 1461 218</box>
screen-showtimes: ಮಹರ್ಷಿ (ತೆ): ಸಂ. 4.05ಕ್ಕೆ ಸೂಪರ್‌ಡಿ (ಕ): ಬೆ. 10.35ಕ್ಕೆ ಅಮ್ಮ (ಕ): ಮ. 1.15ಕ್ಕೆ ಪ್ರೀಮಿಯರ್ ಪದ್ಮಿನಿ (ಕ): ಸಂ. 7.30ಕ್ಕೆ ದಿ ಇಂಟ್ರುಡರ್ (ಇಂ): ರಾ. 9.55ಕ್ಕೆ <box>1168 864 1443 907</box>
cinema-cell: 4 ಪ್ರದರ್ಶನ <box>1406 376 1460 393</box>
student-portrait <box>403 1389 469 1474</box>
person-icon <box>272 1404 309 1459</box>
pvr-title: ಪಿವಿಆರ್ ಸಿನಿಮಾಸ್ <box>1173 1237 1292 1259</box>
cinema-cell: ಕೀ (ಕ) <box>1261 481 1406 499</box>
dry-land-icon <box>547 1792 917 2028</box>
airplane-icon <box>1293 1908 1461 2018</box>
youth-body: ಬನ್ನಿಕುಪ್ಪೆ, ಮೇ 14(ಐಯರಾಮ್)-ಹುಣಸೂರು ತಾಲೂಕಿನ ಕೇಂದ್ರ ಯುವ ಪ್ರತಿಭೆಗಳು ಸೇರಿ ನಿರ್ಮಿಸುತ್ತಿರುವ 'ವರ್ಸಸ್' ಕನ್ನಡ ಚಲನಚಿತ್ರದ ಚಿತ್ರೀಕರಣಕ್ಕೆ ಫೋಟೋ ಶೂಟ್ ಮಾಡುವ ಮೂಲಕ ಚಾಲನೆ ನೀಡಲಾಯಿತು. ತಾಲೂಕಿನ ಬನ್ನಿಕುಪ್ಪೆ ಮರದೂರು ಗ್ರಾಮದ ಲಾಸರಿಟ್ ಶಾಲೆಯ ಆವರಣದಲ್ಲಿ ನಡೆದ ಸರಳ ಸಮಾರಂಭದಲ್ಲಿ ಚಿತ್ರತಂಡ ಭಾಗವಹಿಸಿತ್ತು. ಈ ಚಿತ್ರದ ನಿರ್ದೇಶಕರು, ನಾಯಕರು, ಕರಾಟೆ ಪಟುಗಳು ಸ್ಥಳೀಯರೇ ಆಗಿದ್ದಾರೆ ಎಂದು ನಿರ್ದೇಶಕರು ತಿಳಿಸಿದರು. <box>185 1149 537 1230</box>
section-divider <box>181 1724 1097 1725</box>
drc-logo: DRC CINEMAS <box>1110 728 1192 767</box>
cinema-row <box>1107 499 1460 517</box>
cinema-cell: ಪ್ರಭಾ <box>1107 446 1168 464</box>
cinema-cell: (2423569) <box>1168 446 1261 464</box>
village-col-2: ಹರಿಸಲ್ಲೇ ಇಲ್ಲ ಎಂದು ಆರೋಪ ಕೇಳಿಬಂದಿದೆ. ಗ್ರಾಮವು 2012 ರಲ್ಲಿ ಬನ್ನೂರು ಪುರಸಭೆಗೆ ಸೇರ್ಪಡೆಯಾಗಿದ್ದರೂ ನಿರೀಕ್ಷಿತ ಅಭಿವೃದ್ಧಿ ಕಾರ್ಯಗಳು ನಡೆದಿಲ್ಲ ಎಂದು ಗ್ರಾಮಸ್ಥರು ದೂರುತ್ತಾರೆ. <box>366 2033 542 2115</box>
cinema-cell: ಗಾಯತ್ರಿ <box>1107 376 1168 393</box>
press-meet-icon <box>742 1422 926 1551</box>
cinema-row <box>1107 640 1460 657</box>
inox-phone: ದೂ : 2533444 / 2433456 <box>1230 1006 1402 1021</box>
cinema-cell: ಸ್ಕೈಲೈನ್ <box>1107 587 1168 605</box>
lead-headline: ಬಿಜೆಪಿ ಅಧಿಕಾರಕ್ಕೆ ಬಂದರೆ ಅಭಿವೃದ್ಧಿ <box>283 225 994 293</box>
screen-label: ಸ್ಕ್ರೀನ್ 1 <box>1107 1030 1165 1080</box>
cinema-row <box>1107 622 1460 640</box>
cinema-cell: ಅಂಬೋಗ್ಯ (ಕ) <box>1261 499 1406 517</box>
cinema-cell: ಕಾಂಚನಾ-3 (ಕ) <box>1261 587 1406 605</box>
student-name: ಕಾವ್ಯ ಎಂ. <box>203 1477 234 1487</box>
cinema-cell: (2420885) <box>1168 411 1261 429</box>
cinema-cell: ಸ್ಟುಡೆಂಟ್ ಆಫ್ ದಿ ಇಯರ್-2 (ಹಿ) <box>1261 552 1406 569</box>
guru-photo <box>741 1421 926 1551</box>
student-name: ಸಂಗೀತ ಕೆ.ಎನ್. <box>339 1477 388 1487</box>
person-icon <box>200 1404 237 1459</box>
screen-showtimes: ಸ್ಟುಡೆಂಟ್ ಆಫ್ ದಿ ಇಯರ್-2 (ಹಿ): ಬೆ. 10, ಮ. 3.55, ರಾ. 9.40ಕ್ಕೆ ಕೀ (ಕ): ಮ. 1ಕ್ಕೆ ಸೂಪರ್‌ಡಿ (ಕ): ಸಂ. 6.55ಕ್ಕೆ <box>1168 1121 1438 1150</box>
school-body: ಟಿ.ನರಸೀಪುರ, ಮೇ 14- ತಾಲೂಕಿನ ಕ್ಯಾತನಹಳ್ಳಿ ಗ್ರಾಮದ ಟಿ.ಎಸ್.ಸುಬ್ಬಣ್ಣ ಸಾರ್ವಜನಿಕ ಪ್ರೌಢಶಾಲೆಗೆ ಈ ಸಾಲಿನ ಎಸ್‌ಎಸ್‌ಎಲ್‌ಸಿ ಪರೀಕ್ಷೆಯಲ್ಲಿ ಶೇ.82 ರಷ್ಟು ಫಲಿತಾಂಶ ದೊರೆತಿದೆ. ಕಾವ್ಯ ಎಂ. ಶೇ.92, ಅಮೃತ ಎನ್. ಶೇ.88, ಸಂಗೀತ ಕೆ.ಎನ್. ಶೇ.87, ಅರ್ಚನಾ ಕೆ.ಆರ್. ಶೇ.86 ಹಾಗೂ ಪೂರ್ಣಿಮಾ ಕೆ.ಎ. ಶೇ.85 ಅಂಕಗಳನ್ನು ಪಡೆದಿದ್ದಾರೆ ಎಂದು ಶಾಲೆಯ ಮುಖ್ಯೋಪಾಧ್ಯಾಯರು ತಿಳಿಸಿದ್ದಾರೆ. <box>185 1499 542 1580</box>
cinema-cell: (2427584) <box>1168 534 1261 552</box>
inox-title: ಐನಾಕ್ಸ್ ಮೂವೀಸ್ <box>1230 984 1345 1006</box>
cinema-row <box>1107 605 1460 622</box>
column-divider <box>1102 222 1103 2287</box>
student-photos <box>185 1389 542 1491</box>
cinema-row <box>1107 552 1460 569</box>
cinema-cell: 4 ಪ್ರದರ್ಶನ <box>1406 587 1460 605</box>
page-label: ಪುಟ <box>192 186 212 201</box>
pvr-note: ಸೂಚನೆ : ಸಿನಿಮಾ ಮಾರ್ಗದರ್ಶಿಯಲ್ಲಿ ಮಾಹಿತಿಯನ್ನು ಪರಿಶೀಲಿಸಲಾಗಿದ್ದರೂ ಕೊನೆಯ ಕ್ಷಣದ ಬದಲಾವಣೆಗಳಿಗೆ ಪತ್ರಿಕೆ ಜವಾಬ್ದಾರಿಯಲ್ಲ. <box>1127 1364 1441 1392</box>
cinema-legend: ಭಾಷೆಯ ಸಂಕೇತ: ಕ-ಕನ್ನಡ, ಹಿ-ಹಿಂದಿ, ಇಂ-ಇಂಗ್ಲಿಷ್, ತ-ತಮಿಳು, ತೆ-ತೆಲುಗು, ಮ-ಮಲಯಾಳಂ <box>1107 675 1460 690</box>
lead-col-3b <box>694 671 847 796</box>
cinema-cell: ಮಹರ್ಷಿ (ತೆ) <box>1261 640 1406 657</box>
screen-row <box>1107 1030 1460 1081</box>
cinema-header: ಚಿತ್ರಮಂದಿರ ಪ್ರದರ್ಶನ <box>1261 358 1406 376</box>
cinema-cell: ---- <box>1261 657 1406 675</box>
cinema-cell: (2443584) <box>1168 393 1261 411</box>
lead-photo-caption: ಬನ್ನೂರಿನಲ್ಲಿ ಪುರಸಭಾ ಚುನಾವಣಾ ಪೂರ್ವಭಾವಿಯಾಗಿ ಸೋಮವಾರ ನಡೆದ ಬಿಜೆಪಿ ಸಭೆಯಲ್ಲಿ ಬಿಜೆಪಿ ಜಿಲ್ಲಾಧ್ಯಕ್ಷ ಕೋಟೆ ಶಿವಣ್ಣ ಮಾತನಾಡಿದರು. ತಾಲೂಕು ಪ್ರಧಾನ ಕಾರ್ಯದರ್ಶಿ ಬಿ.ಎನ್.ಸುರೇಶ್, ಬೌನ್ ಅಧ್ಯಕ್ಷ ಕಾಳೇಗೌಡ, ತಾಲೂಕು ಅಧ್ಯಕ್ಷ ಪರಶಿವಮೂರ್ತಿ, ಮಲ್ಲಿಕಾರ್ಜುನ, ತಾಲೂಕು ಉಪಾಧ್ಯಕ್ಷ ಪ್ರಭಾಕರ್, ಅಶೋಕ, ಮಂಜುನಾಥ್ ಇತರರು ಉಪಸ್ಥಿತರಿದ್ದರು. <box>388 606 834 649</box>
